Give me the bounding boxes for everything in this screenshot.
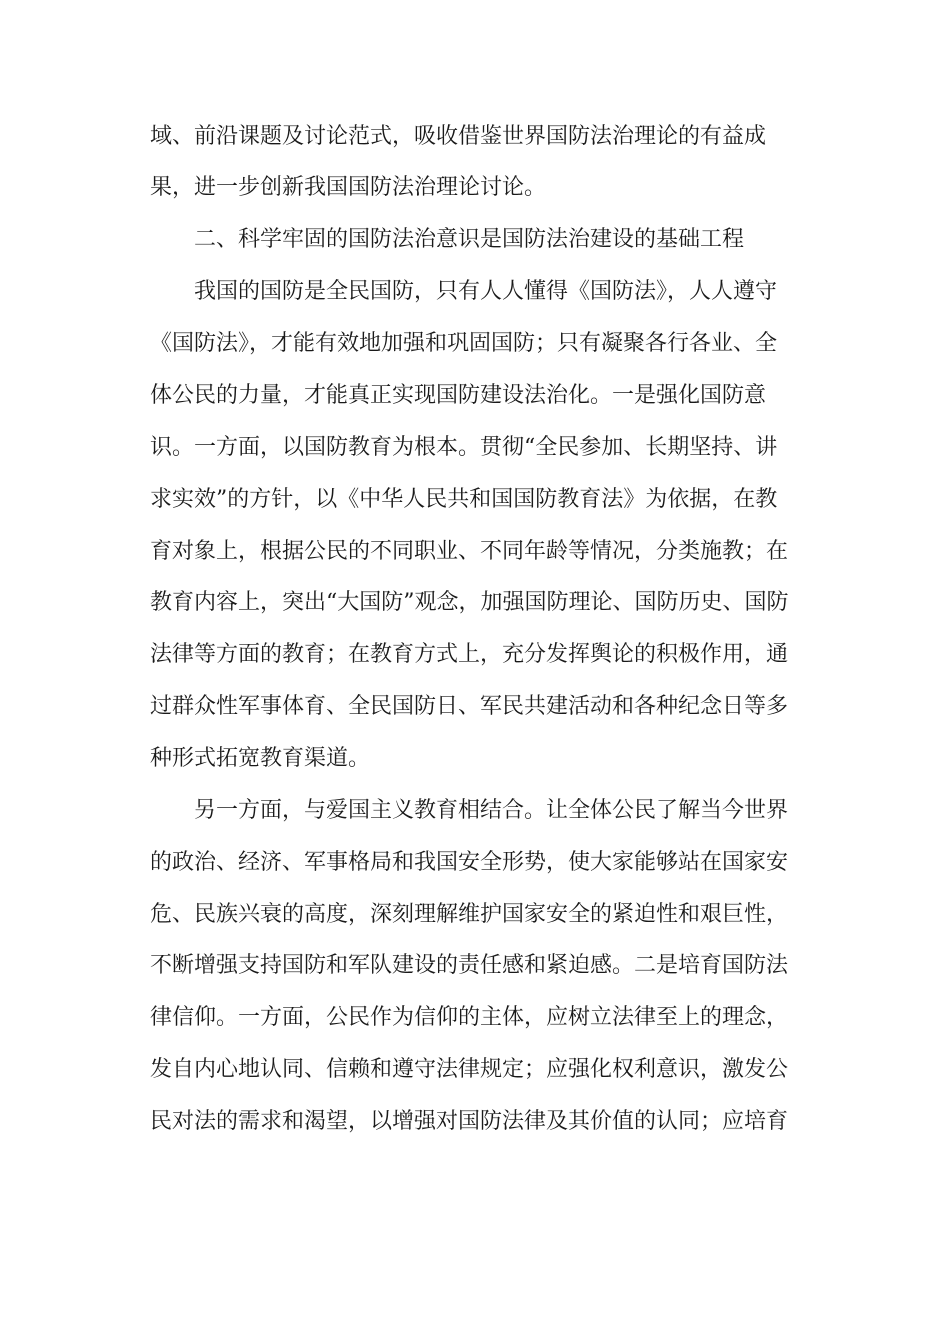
- text-line-11: 法律等方面的教育；在教育方式上，充分发挥舆论的积极作用，通: [150, 642, 789, 667]
- text-line-4: 我国的国防是全民国防，只有人人懂得《国防法》，人人遵守: [194, 279, 778, 304]
- text-line-8: 求实效”的方针，以《中华人民共和国国防教育法》为依据，在教: [150, 487, 778, 512]
- text-line-18: 律信仰。一方面，公民作为信仰的主体，应树立法律至上的理念，: [150, 1005, 789, 1030]
- text-line-20: 民对法的需求和渴望，以增强对国防法律及其价值的认同；应培育: [150, 1109, 789, 1134]
- text-line-9: 育对象上，根据公民的不同职业、不同年龄等情况，分类施教；在: [150, 539, 789, 564]
- text-line-16: 危、民族兴衰的高度，深刻理解维护国家安全的紧迫性和艰巨性，: [150, 902, 789, 927]
- text-line-15: 的政治、经济、军事格局和我国安全形势，使大家能够站在国家安: [150, 850, 789, 875]
- text-line-17: 不断增强支持国防和军队建设的责任感和紧迫感。二是培育国防法: [150, 953, 789, 978]
- text-line-2: 果，进一步创新我国国防法治理论讨论。: [150, 175, 547, 200]
- text-line-13: 种形式拓宽教育渠道。: [150, 746, 371, 771]
- text-line-14: 另一方面，与爱国主义教育相结合。让全体公民了解当今世界: [194, 798, 789, 823]
- section-heading: 二、科学牢固的国防法治意识是国防法治建设的基础工程: [194, 227, 745, 252]
- text-line-7: 识。一方面，以国防教育为根本。贯彻“全民参加、长期坚持、讲: [150, 435, 778, 460]
- text-line-5: 《国防法》，才能有效地加强和巩固国防；只有凝聚各行各业、全: [150, 331, 778, 356]
- text-line-6: 体公民的力量，才能真正实现国防建设法治化。一是强化国防意: [150, 383, 767, 408]
- text-line-1: 域、前沿课题及讨论范式，吸收借鉴世界国防法治理论的有益成: [150, 124, 767, 149]
- text-line-19: 发自内心地认同、信赖和遵守法律规定；应强化权利意识，激发公: [150, 1057, 789, 1082]
- text-line-12: 过群众性军事体育、全民国防日、军民共建活动和各种纪念日等多: [150, 694, 789, 719]
- text-line-10: 教育内容上，突出“大国防”观念，加强国防理论、国防历史、国防: [150, 590, 789, 615]
